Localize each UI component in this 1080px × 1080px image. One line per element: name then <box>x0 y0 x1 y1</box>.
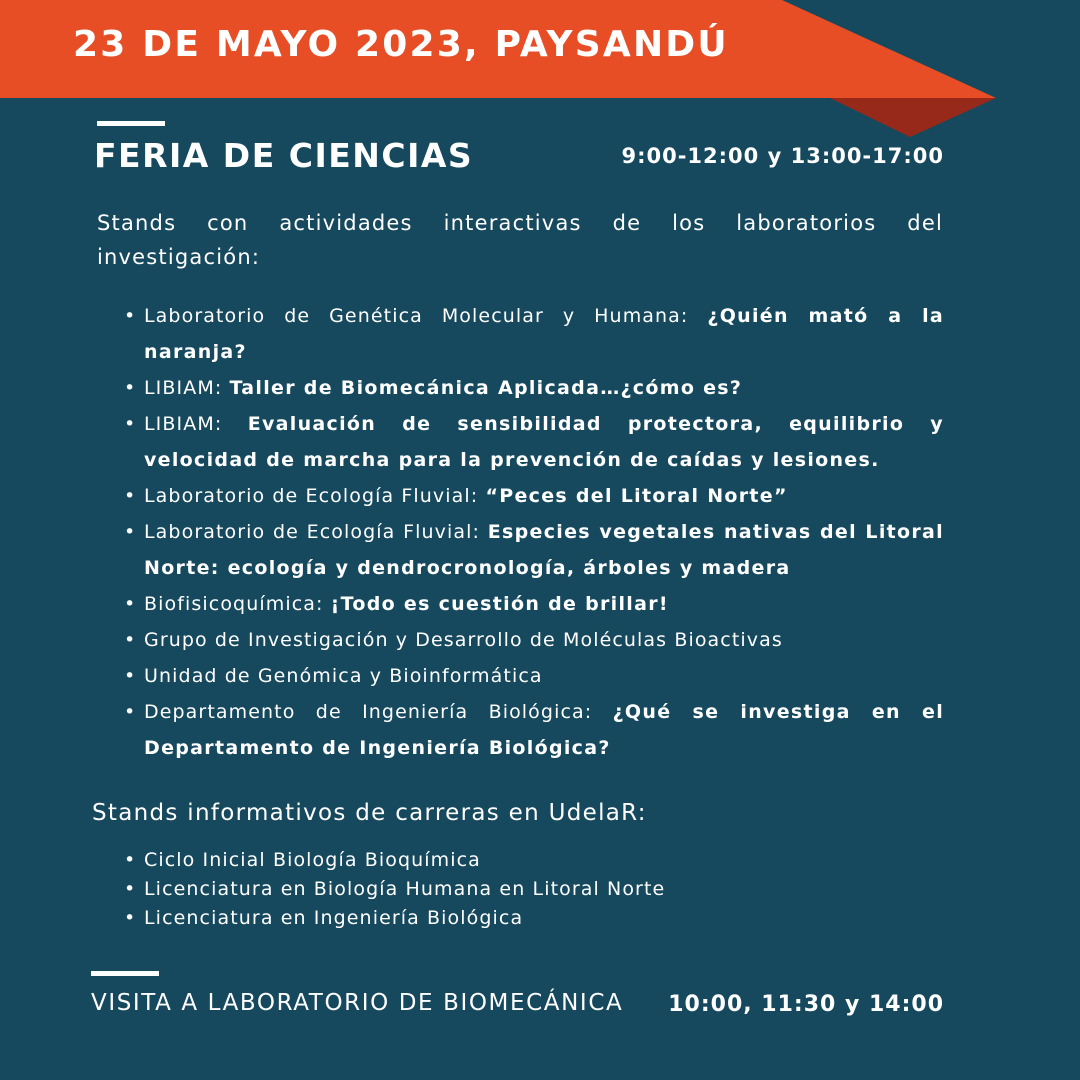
feria-time: 9:00-12:00 y 13:00-17:00 <box>621 144 944 168</box>
section-divider <box>97 121 165 126</box>
banner-shape <box>0 0 1080 140</box>
carreras-heading: Stands informativos de carreras en UdelaR: <box>92 800 647 826</box>
list-item: • Ciclo Inicial Biología Bioquímica <box>124 846 944 875</box>
visita-time: 10:00, 11:30 y 14:00 <box>668 992 944 1017</box>
list-item: • Departamento de Ingeniería Biológica: ¿Qué se investiga en el Departamento de Ingeniería Biológica? <box>124 694 944 766</box>
banner-fold <box>830 98 996 137</box>
list-item: • Biofisicoquímica: ¡Todo es cuestión de brillar! <box>124 586 944 622</box>
list-item: • Grupo de Investigación y Desarrollo de Moléculas Bioactivas <box>124 622 944 658</box>
list-item: • Unidad de Genómica y Bioinformática <box>124 658 944 694</box>
list-item: • Laboratorio de Ecología Fluvial: “Peces del Litoral Norte” <box>124 478 944 514</box>
list-item: • LIBIAM: Evaluación de sensibilidad protectora, equilibrio y velocidad de marcha para la prevención de caídas y lesiones. <box>124 406 944 478</box>
section-divider <box>91 971 159 976</box>
feria-intro: Stands con actividades interactivas de los laboratorios del investigación: <box>97 211 943 269</box>
list-item: • Licenciatura en Biología Humana en Litoral Norte <box>124 875 944 904</box>
list-item: • Laboratorio de Genética Molecular y Humana: ¿Quién mató a la naranja? <box>124 298 944 370</box>
stands-list <box>124 298 944 766</box>
visita-title: VISITA A LABORATORIO DE BIOMECÁNICA <box>91 990 624 1016</box>
list-item: • Licenciatura en Ingeniería Biológica <box>124 904 944 933</box>
carreras-list <box>124 846 944 933</box>
date-banner <box>0 0 1080 140</box>
banner-title: 23 DE MAYO 2023, PAYSANDÚ <box>73 24 729 65</box>
list-item: • Laboratorio de Ecología Fluvial: Especies vegetales nativas del Litoral Norte: ecología y dendrocronología, árboles y madera <box>124 514 944 586</box>
feria-title: FERIA DE CIENCIAS <box>94 136 474 175</box>
list-item: • LIBIAM: Taller de Biomecánica Aplicada…¿cómo es? <box>124 370 944 406</box>
